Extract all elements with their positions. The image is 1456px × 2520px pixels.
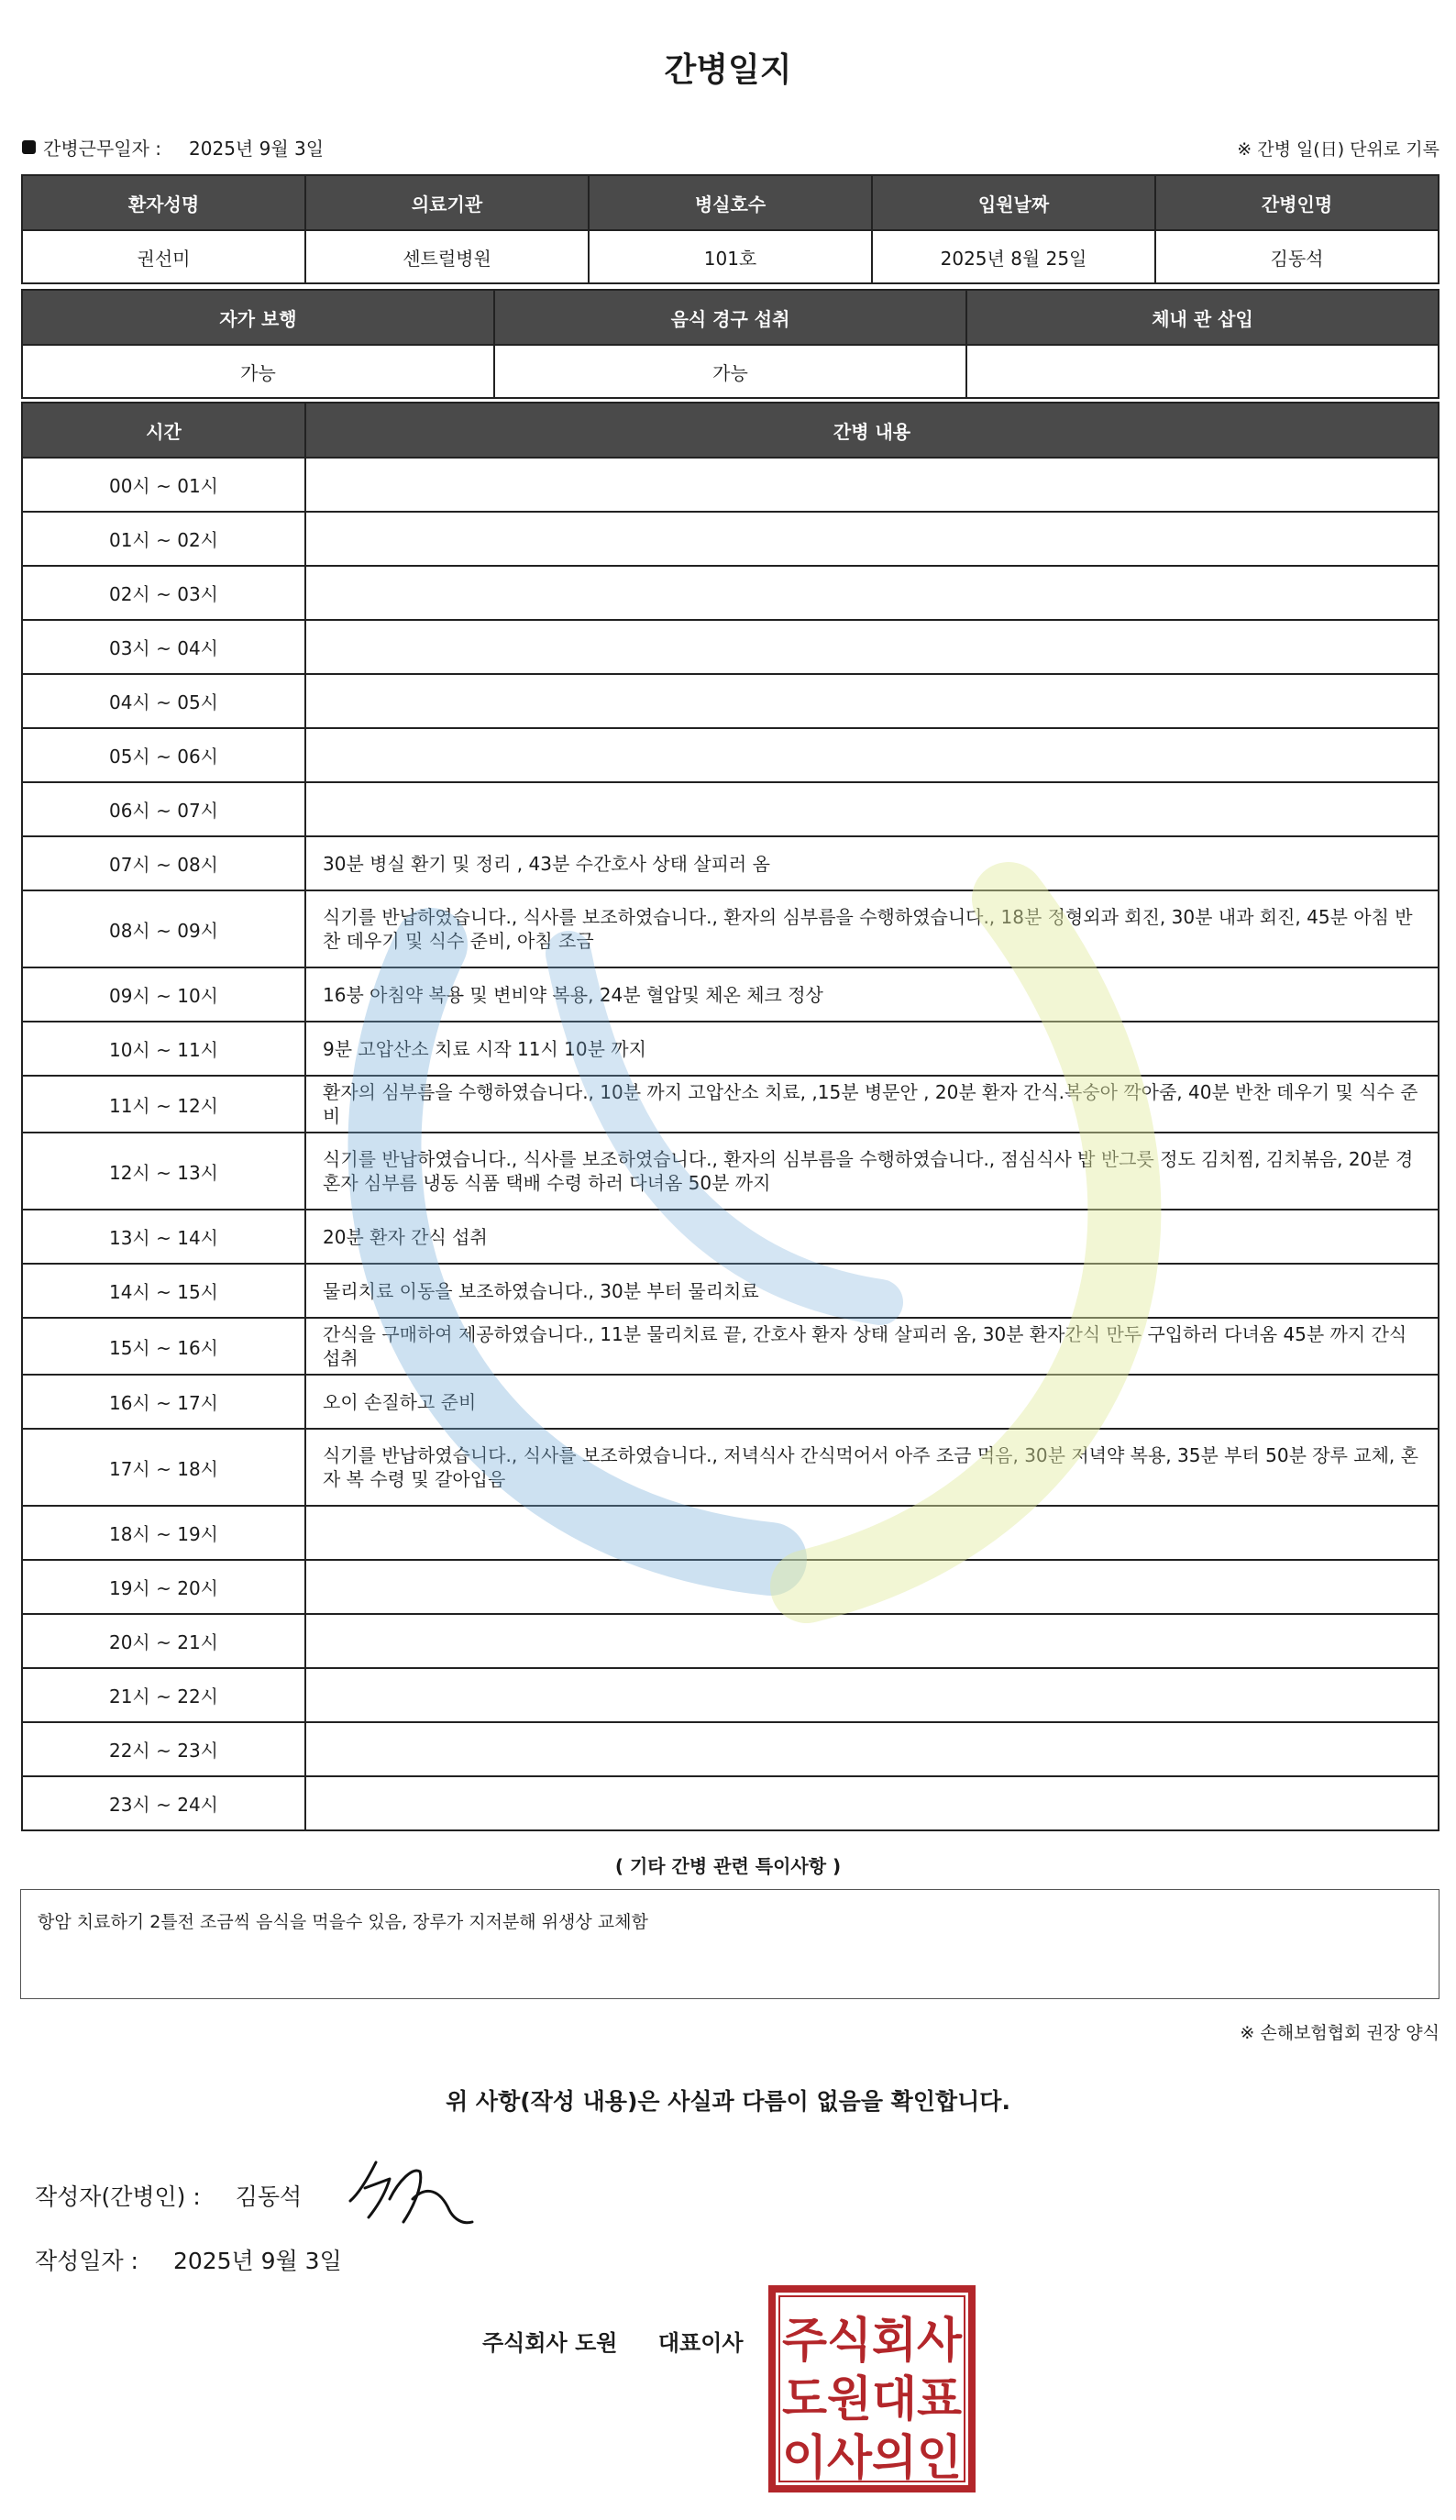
room-number: 101호	[589, 230, 872, 283]
tube-insertion-status	[966, 345, 1439, 398]
table-row	[22, 1560, 1439, 1614]
time-cell: 16시 ~ 17시	[22, 1375, 305, 1429]
content-cell: 간식을 구매하여 제공하였습니다., 11분 물리치료 끝, 간호사 환자 상태 살피러 옴, 30분 환자간식 만두 구입하러 다녀옴 45분 까지 간식섭취	[305, 1318, 1439, 1375]
special-notes-box: 항암 치료하기 2틀전 조금씩 음식을 먹을수 있음, 장루가 지저분해 위생상 교체함	[20, 1889, 1439, 1999]
content-cell	[305, 1722, 1439, 1776]
time-cell: 08시 ~ 09시	[22, 890, 305, 967]
table-header-row	[22, 290, 1439, 345]
header-oral-intake: 음식 경구 섭취	[494, 290, 966, 345]
table-row	[22, 1668, 1439, 1722]
time-cell: 09시 ~ 10시	[22, 967, 305, 1022]
table-row	[22, 230, 1439, 283]
work-date-label: 간병근무일자 :	[43, 138, 162, 160]
header-room: 병실호수	[589, 175, 872, 230]
time-cell: 07시 ~ 08시	[22, 836, 305, 890]
caregiver-name: 김동석	[1155, 230, 1439, 283]
table-row	[22, 728, 1439, 782]
header-time: 시간	[22, 403, 305, 458]
content-cell: 오이 손질하고 준비	[305, 1375, 1439, 1429]
special-notes-title: ( 기타 간병 관련 특이사항 )	[614, 1855, 842, 1877]
content-cell	[305, 728, 1439, 782]
table-row	[22, 1429, 1439, 1506]
content-cell: 16붕 아침약 복용 및 변비약 복용, 24분 혈압및 체온 체크 정상	[305, 967, 1439, 1022]
form-source-note: ※ 손해보험협회 권장 양식	[1240, 2023, 1439, 2043]
content-cell: 20분 환자 간식 섭취	[305, 1210, 1439, 1264]
time-cell: 18시 ~ 19시	[22, 1506, 305, 1560]
confirmation-statement: 위 사항(작성 내용)은 사실과 다름이 없음을 확인합니다.	[446, 2088, 1010, 2115]
time-cell: 14시 ~ 15시	[22, 1264, 305, 1318]
written-date-label: 작성일자 :	[35, 2248, 138, 2274]
table-row	[22, 782, 1439, 836]
writer-label: 작성자(간병인) :	[35, 2183, 201, 2210]
time-cell: 00시 ~ 01시	[22, 458, 305, 512]
writer-name: 김동석	[235, 2183, 303, 2210]
content-cell	[305, 782, 1439, 836]
time-cell: 03시 ~ 04시	[22, 620, 305, 674]
table-row	[22, 967, 1439, 1022]
seal-line-3: 이사의인	[782, 2431, 962, 2486]
square-bullet-icon	[22, 140, 36, 154]
header-tube-insertion: 체내 관 삽입	[966, 290, 1439, 345]
content-cell: 식기를 반납하였습니다., 식사를 보조하였습니다., 저녁식사 간식먹어서 아주 조금 먹음, 30분 저녁약 복용, 35분 부터 50분 장루 교체, 혼자 복 수령 및 갈아입음	[305, 1429, 1439, 1506]
time-cell: 05시 ~ 06시	[22, 728, 305, 782]
content-cell: 9분 고압산소 치료 시작 11시 10분 까지	[305, 1022, 1439, 1076]
table-row	[22, 1076, 1439, 1133]
table-row	[22, 1722, 1439, 1776]
table-row	[22, 1375, 1439, 1429]
work-date-row	[22, 134, 324, 160]
header-patient-name: 환자성명	[22, 175, 305, 230]
patient-info-table	[21, 174, 1439, 284]
time-cell: 04시 ~ 05시	[22, 674, 305, 728]
table-row	[22, 1614, 1439, 1668]
content-cell: 환자의 심부름을 수행하였습니다., 10분 까지 고압산소 치료, ,15분 병문안 , 20분 환자 간식.복숭아 깍아줌, 40분 반찬 데우기 및 식수 준비	[305, 1076, 1439, 1133]
oral-intake-status: 가능	[494, 345, 966, 398]
table-row	[22, 1133, 1439, 1210]
content-cell	[305, 566, 1439, 620]
time-cell: 23시 ~ 24시	[22, 1776, 305, 1830]
header-care-content: 간병 내용	[305, 403, 1439, 458]
content-cell: 물리치료 이동을 보조하였습니다., 30분 부터 물리치료	[305, 1264, 1439, 1318]
walking-status: 가능	[22, 345, 494, 398]
table-row	[22, 1210, 1439, 1264]
table-row	[22, 1318, 1439, 1375]
time-cell: 21시 ~ 22시	[22, 1668, 305, 1722]
time-cell: 06시 ~ 07시	[22, 782, 305, 836]
written-date-value: 2025년 9월 3일	[172, 2248, 342, 2274]
patient-name: 권선미	[22, 230, 305, 283]
time-cell: 19시 ~ 20시	[22, 1560, 305, 1614]
care-schedule-table	[21, 402, 1439, 1831]
seal-line-2: 도원대표	[782, 2372, 962, 2427]
content-cell	[305, 458, 1439, 512]
table-row	[22, 836, 1439, 890]
table-row	[22, 1264, 1439, 1318]
time-cell: 10시 ~ 11시	[22, 1022, 305, 1076]
time-cell: 01시 ~ 02시	[22, 512, 305, 566]
signature-icon	[348, 2144, 477, 2236]
content-cell	[305, 1668, 1439, 1722]
representative-title: 대표이사	[657, 2330, 744, 2356]
table-row	[22, 458, 1439, 512]
table-row	[22, 620, 1439, 674]
content-cell: 식기를 반납하였습니다., 식사를 보조하였습니다., 환자의 심부름을 수행하였습니다., 18분 정형외과 회진, 30분 내과 회진, 45분 아침 반찬 데우기 및 식수 준비, 아침 조금	[305, 890, 1439, 967]
company-seal-icon	[768, 2285, 976, 2492]
table-header-row	[22, 175, 1439, 230]
table-header-row	[22, 403, 1439, 458]
header-admission-date: 입원날짜	[872, 175, 1155, 230]
content-cell	[305, 674, 1439, 728]
admission-date: 2025년 8월 25일	[872, 230, 1155, 283]
time-cell: 11시 ~ 12시	[22, 1076, 305, 1133]
table-row	[22, 1776, 1439, 1830]
header-caregiver-name: 간병인명	[1155, 175, 1439, 230]
seal-line-1: 주식회사	[782, 2314, 963, 2369]
record-unit-note: ※ 간병 일(日) 단위로 기록	[1237, 139, 1439, 160]
time-cell: 17시 ~ 18시	[22, 1429, 305, 1506]
table-row	[22, 512, 1439, 566]
company-row	[482, 2325, 744, 2357]
written-date-row	[35, 2243, 342, 2276]
content-cell	[305, 1776, 1439, 1830]
header-walking: 자가 보행	[22, 290, 494, 345]
table-row	[22, 345, 1439, 398]
content-cell	[305, 620, 1439, 674]
content-cell	[305, 1506, 1439, 1560]
time-cell: 15시 ~ 16시	[22, 1318, 305, 1375]
writer-row	[35, 2179, 302, 2212]
time-cell: 12시 ~ 13시	[22, 1133, 305, 1210]
patient-status-table	[21, 289, 1439, 399]
hospital-name: 센트럴병원	[305, 230, 589, 283]
company-name: 주식회사 도원	[482, 2330, 618, 2356]
content-cell	[305, 1560, 1439, 1614]
table-row	[22, 890, 1439, 967]
content-cell: 30분 병실 환기 및 정리 , 43분 수간호사 상태 살피러 옴	[305, 836, 1439, 890]
header-hospital: 의료기관	[305, 175, 589, 230]
time-cell: 13시 ~ 14시	[22, 1210, 305, 1264]
content-cell	[305, 1614, 1439, 1668]
work-date-value: 2025년 9월 3일	[189, 138, 325, 160]
content-cell	[305, 512, 1439, 566]
table-row	[22, 566, 1439, 620]
time-cell: 20시 ~ 21시	[22, 1614, 305, 1668]
content-cell: 식기를 반납하였습니다., 식사를 보조하였습니다., 환자의 심부름을 수행하였습니다., 점심식사 밥 반그릇 정도 김치찜, 김치볶음, 20분 경 혼자 심부름 냉동 식품 택배 수령 하러 다녀옴 50분 까지	[305, 1133, 1439, 1210]
table-row	[22, 1022, 1439, 1076]
table-row	[22, 674, 1439, 728]
time-cell: 22시 ~ 23시	[22, 1722, 305, 1776]
time-cell: 02시 ~ 03시	[22, 566, 305, 620]
table-row	[22, 1506, 1439, 1560]
page-title: 간병일지	[664, 51, 792, 89]
